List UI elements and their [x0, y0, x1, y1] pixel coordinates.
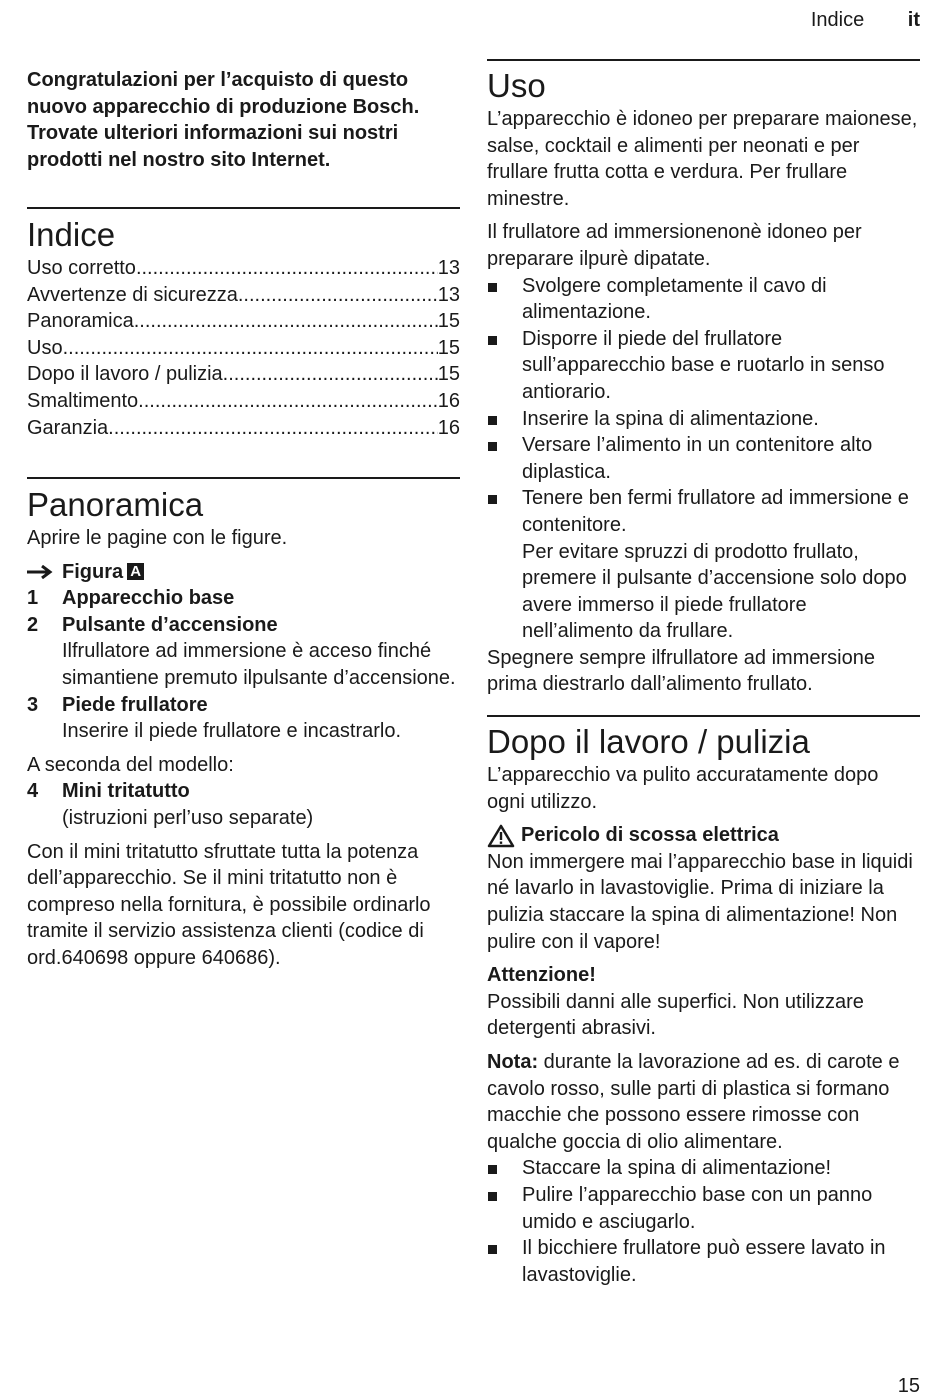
figure-reference: [27, 559, 460, 586]
toc-leader: [238, 282, 438, 309]
toc-leader: [138, 388, 438, 415]
header-language: it: [907, 9, 920, 31]
intro-text: Congratulazioni per l’acquisto di questo nuovo apparecchio di produzione Bosch. Trovate ulteriori informazioni sui nostri prodotti nel nostro sito Internet.: [27, 69, 420, 171]
toc-page: 15: [437, 363, 460, 386]
header-section: Indice: [810, 9, 865, 31]
section-rule: [487, 59, 920, 61]
part-item: [27, 692, 460, 745]
toc-leader: [223, 361, 438, 388]
toc-entry[interactable]: [27, 308, 460, 335]
right-column: [487, 59, 920, 1288]
toc-page: 16: [437, 416, 460, 439]
list-item: [487, 1155, 920, 1182]
part-number: 4: [27, 780, 39, 803]
list-item: [487, 1235, 920, 1288]
toc-leader: [63, 335, 438, 362]
part-title: Piede frullatore: [62, 693, 208, 716]
dopo-section: [487, 715, 920, 1288]
list-item-text: Staccare la spina di alimentazione!: [522, 1157, 832, 1180]
bullet-square-icon: [487, 1235, 522, 1288]
toc-label: Uso: [27, 336, 63, 359]
part-title: Mini tritatutto: [62, 780, 190, 803]
toc-page: 13: [437, 283, 460, 306]
toc-leader: [134, 308, 438, 335]
toc-entry[interactable]: [27, 335, 460, 362]
bullet-follow-text: Per evitare spruzzi di prodotto frullato, premere il pulsante d’accensione solo dopo avere immerso il piede frullatore nell’alimento da frullare.: [522, 540, 907, 643]
part-description: Inserire il piede frullatore e incastrarlo.: [62, 720, 402, 743]
bullet-square-icon: [487, 273, 522, 326]
toc-label: Dopo il lavoro / pulizia: [27, 363, 223, 386]
list-item: [487, 326, 920, 406]
part-item: [27, 778, 460, 831]
toc-page: 13: [437, 257, 460, 279]
part-title: Pulsante d’accensione: [62, 613, 278, 636]
part-description: Ilfrullatore ad immersione è acceso finché simantiene premuto ilpulsante d’accensione.: [62, 640, 456, 689]
toc-leader: [108, 415, 438, 442]
nota-text: durante la lavorazione ad es. di carote e cavolo rosso, sulle parti di plastica si formano macchie che possono essere rimosse con qualche goccia di olio alimentare.: [487, 1051, 900, 1153]
dopo-title: Dopo il lavoro / pulizia: [487, 723, 810, 761]
warning-title: Pericolo di scossa elettrica: [521, 824, 779, 847]
list-item-text: Tenere ben fermi frullatore ad immersione e contenitore.: [522, 487, 909, 536]
uso-paragraph: Il frullatore ad immersionenonè idoneo per preparare ilpurè dipatate.: [487, 221, 862, 270]
part-item: [27, 612, 460, 692]
bullet-square-icon: [487, 406, 522, 433]
list-item: [487, 485, 920, 538]
toc-leader: [136, 255, 438, 282]
uso-paragraph: L’apparecchio è idoneo per preparare maionese, salse, cocktail e alimenti per neonati e per frullare frutta cotta e verdura. Per frullare minestre.: [487, 108, 918, 210]
list-item: [487, 1182, 920, 1235]
toc-label: Avvertenze di sicurezza: [27, 283, 238, 306]
bullet-square-icon: [487, 485, 522, 538]
figure-label: Figura: [62, 560, 124, 583]
warning-text: Non immergere mai l’apparecchio base in liquidi né lavarlo in lavastoviglie. Prima di iniziare la pulizia staccare la spina di alimentazione! Non pulire con il vapore!: [487, 850, 913, 953]
nota-label: Nota:: [487, 1051, 539, 1073]
bullet-square-icon: [487, 1182, 522, 1235]
bullet-square-icon: [487, 432, 522, 485]
panoramica-closing: Con il mini tritatutto sfruttate tutta la potenza dell’apparecchio. Se il mini tritatutto non è compreso nella fornitura, è possibile ordinarlo tramite il servizio assistenza clienti (codice di ord.640698 oppure 640686).: [27, 840, 431, 969]
arrow-right-icon: [27, 565, 57, 579]
toc-label: Panoramica: [27, 310, 134, 333]
part-description: (istruzioni perl’uso separate): [62, 806, 314, 829]
page-header: [811, 7, 920, 34]
part-number: 3: [27, 693, 39, 716]
panoramica-title: Panoramica: [27, 486, 204, 523]
attention-title: Attenzione!: [487, 964, 596, 987]
toc-label: Smaltimento: [27, 389, 139, 412]
nota-paragraph: [487, 1049, 920, 1155]
part-number: 2: [27, 613, 39, 636]
uso-section: [487, 59, 920, 698]
model-note: A seconda del modello:: [27, 753, 234, 776]
page-number: 15: [897, 1375, 920, 1397]
toc-entry[interactable]: [27, 415, 460, 442]
toc-entry[interactable]: [27, 361, 460, 388]
list-item: [487, 406, 920, 433]
list-item-text: Svolgere completamente il cavo di alimentazione.: [522, 274, 827, 324]
section-rule: [27, 477, 460, 479]
list-item-text: Inserire la spina di alimentazione.: [522, 407, 819, 430]
toc-label: Uso corretto: [27, 257, 136, 279]
part-number: 1: [27, 587, 39, 610]
toc-page: 15: [437, 336, 460, 359]
list-item: [487, 273, 920, 326]
figure-letter-badge: A: [127, 563, 144, 580]
bullet-square-icon: [487, 326, 522, 406]
list-item-text: Il bicchiere frullatore può essere lavato in lavastoviglie.: [522, 1237, 886, 1286]
indice-title: Indice: [27, 216, 116, 253]
section-rule: [27, 207, 460, 209]
list-item: [487, 432, 920, 485]
list-item-text: Versare l’alimento in un contenitore alto diplastica.: [522, 434, 873, 483]
uso-closing: Spegnere sempre ilfrullatore ad immersione prima diestrarlo dall’alimento frullato.: [487, 646, 875, 696]
attention-text: Possibili danni alle superfici. Non utilizzare detergenti abrasivi.: [487, 990, 864, 1040]
part-item: [27, 585, 460, 612]
warning-heading: [487, 822, 920, 849]
section-rule: [487, 715, 920, 717]
toc-page: 15: [437, 310, 460, 333]
panoramica-section: [27, 477, 460, 972]
part-title: Apparecchio base: [62, 587, 235, 610]
toc-entry[interactable]: [27, 255, 460, 282]
panoramica-text: Aprire le pagine con le figure.: [27, 527, 288, 549]
uso-title: Uso: [487, 67, 546, 104]
list-item-text: Pulire l’apparecchio base con un panno umido e asciugarlo.: [522, 1183, 873, 1233]
indice-section: [27, 207, 460, 441]
bullet-square-icon: [487, 1155, 522, 1182]
warning-triangle-icon: [487, 824, 515, 848]
toc-list: [27, 255, 460, 441]
toc-page: 16: [437, 389, 460, 412]
toc-entry[interactable]: [27, 388, 460, 415]
dopo-paragraph: L’apparecchio va pulito accuratamente dopo ogni utilizzo.: [487, 764, 879, 813]
toc-label: Garanzia: [27, 416, 109, 439]
toc-entry[interactable]: [27, 282, 460, 309]
list-item-text: Disporre il piede del frullatore sull’apparecchio base e ruotarlo in senso antiorario.: [522, 327, 885, 403]
